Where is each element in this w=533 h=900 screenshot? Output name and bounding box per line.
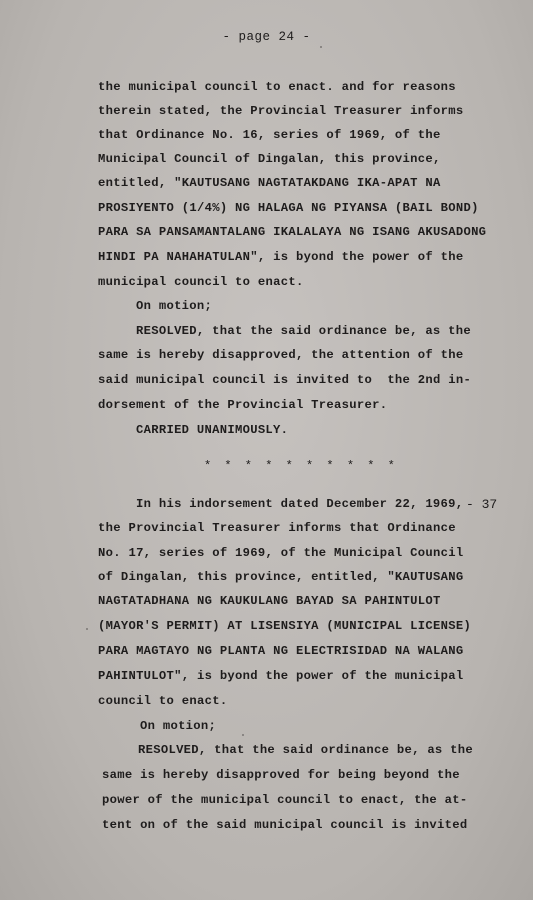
paper-speck bbox=[242, 734, 244, 736]
paper-speck bbox=[320, 46, 322, 48]
resolved-line: tent on of the said municipal council is invited bbox=[102, 818, 468, 832]
body-line: In his indorsement dated December 22, 1969, bbox=[136, 497, 464, 511]
body-line: therein stated, the Provincial Treasurer informs bbox=[98, 104, 464, 118]
resolved-line: RESOLVED, that the said ordinance be, as the bbox=[138, 743, 474, 757]
resolved-line: same is hereby disapproved, the attention of the bbox=[98, 348, 464, 362]
body-line: council to enact. bbox=[98, 694, 228, 708]
body-line: HINDI PA NAHAHATULAN", is byond the power of the bbox=[98, 250, 464, 264]
body-line: municipal council to enact. bbox=[98, 275, 304, 289]
body-line: PARA SA PANSAMANTALANG IKALALAYA NG ISANG AKUSADONG bbox=[98, 225, 487, 239]
body-line: NAGTATADHANA NG KAUKULANG BAYAD SA PAHINTULOT bbox=[98, 594, 441, 608]
resolved-line: power of the municipal council to enact, the at- bbox=[102, 793, 468, 807]
body-line: PARA MAGTAYO NG PLANTA NG ELECTRISIDAD NA WALANG bbox=[98, 644, 464, 658]
page-number-header: - page 24 - bbox=[222, 30, 311, 44]
body-line: No. 17, series of 1969, of the Municipal Council bbox=[98, 546, 464, 560]
body-line: entitled, "KAUTUSANG NAGTATAKDANG IKA-APAT NA bbox=[98, 176, 441, 190]
motion-line: On motion; bbox=[140, 719, 217, 733]
margin-item-number: - 37 bbox=[466, 497, 498, 512]
body-line: the municipal council to enact. and for reasons bbox=[98, 80, 456, 94]
body-line: (MAYOR'S PERMIT) AT LISENSIYA (MUNICIPAL LICENSE) bbox=[98, 619, 472, 633]
body-line: that Ordinance No. 16, series of 1969, of the bbox=[98, 128, 441, 142]
paper-speck bbox=[86, 628, 88, 630]
separator-stars: * * * * * * * * * * bbox=[204, 459, 398, 473]
resolved-line: said municipal council is invited to the 2nd in- bbox=[98, 373, 472, 387]
resolved-line: RESOLVED, that the said ordinance be, as the bbox=[136, 324, 472, 338]
motion-line: On motion; bbox=[136, 299, 213, 313]
body-line: PAHINTULOT", is byond the power of the municipal bbox=[98, 669, 464, 683]
carried-line: CARRIED UNANIMOUSLY. bbox=[136, 423, 289, 437]
body-line: PROSIYENTO (1/4%) NG HALAGA NG PIYANSA (BAIL BOND) bbox=[98, 201, 479, 215]
body-line: the Provincial Treasurer informs that Ordinance bbox=[98, 521, 456, 535]
resolved-line: dorsement of the Provincial Treasurer. bbox=[98, 398, 388, 412]
resolved-line: same is hereby disapproved for being beyond the bbox=[102, 768, 460, 782]
body-line: of Dingalan, this province, entitled, "KAUTUSANG bbox=[98, 570, 464, 584]
body-line: Municipal Council of Dingalan, this province, bbox=[98, 152, 441, 166]
